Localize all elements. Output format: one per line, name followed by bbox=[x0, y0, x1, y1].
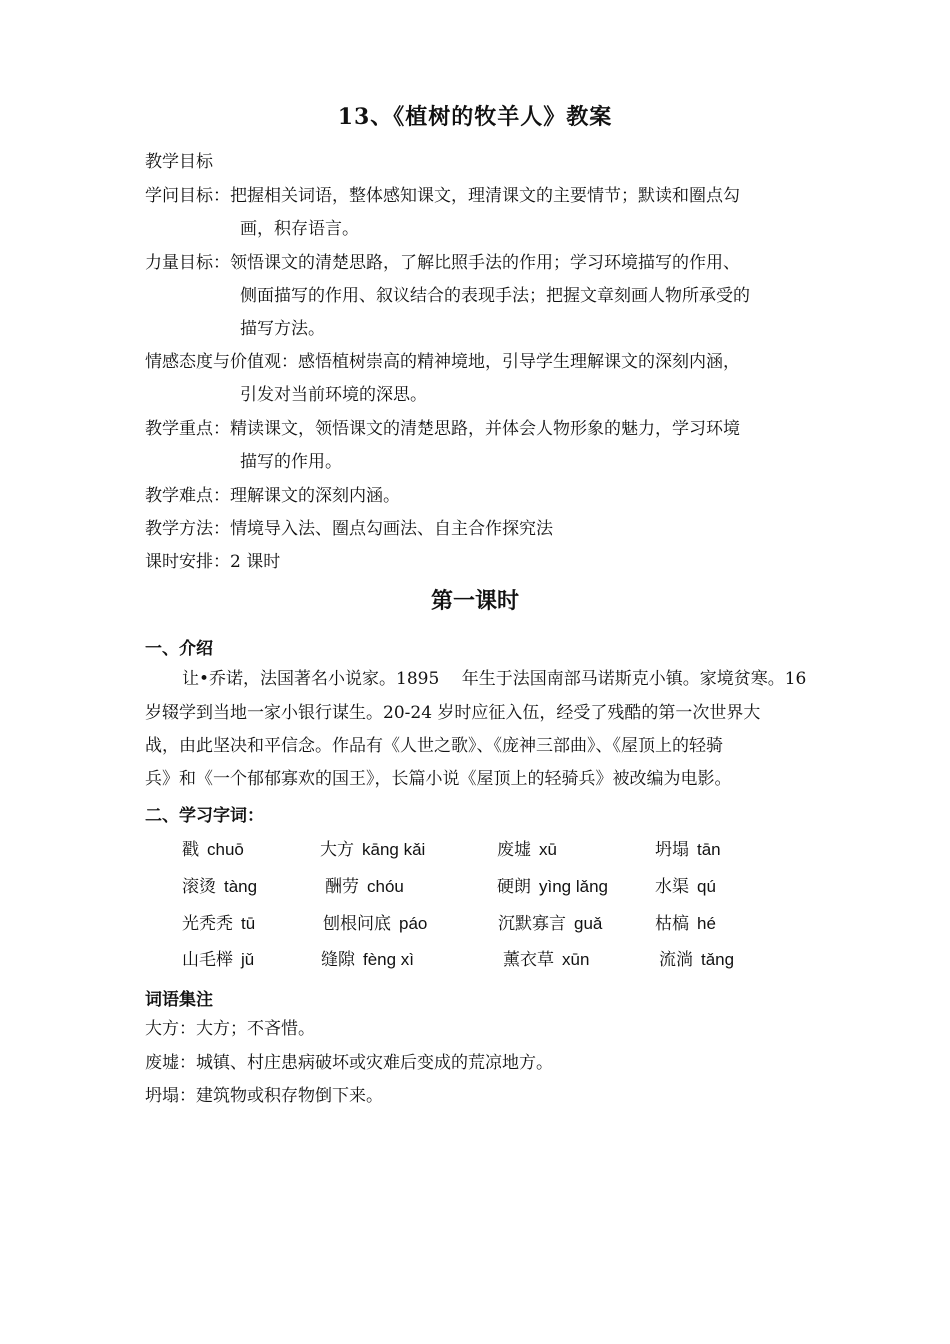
teaching-difficulty bbox=[145, 484, 400, 508]
vocab-item bbox=[655, 835, 721, 860]
vocab-word: 滚烫 bbox=[182, 877, 216, 897]
vocab-item bbox=[503, 945, 589, 970]
vocab-word: 流淌 bbox=[659, 950, 693, 970]
ability-text-2: 侧面描写的作用、叙议结合的表现手法；把握文章刻画人物所承受的 bbox=[240, 286, 750, 306]
teaching-method bbox=[145, 517, 553, 541]
class-schedule bbox=[145, 550, 280, 574]
knowledge-objective bbox=[145, 184, 740, 208]
glossary-entry: 坍塌：建筑物或积存物倒下来。 bbox=[145, 1086, 383, 1106]
vocab-pinyin: jǔ bbox=[241, 950, 255, 969]
knowledge-label: 学问目标： bbox=[145, 186, 230, 206]
vocab-pinyin: tǎng bbox=[701, 950, 735, 969]
vocab-pinyin: yìng lǎng bbox=[539, 877, 608, 896]
vocab-pinyin: páo bbox=[399, 914, 428, 933]
vocab-item bbox=[182, 945, 254, 970]
vocab-item bbox=[182, 909, 255, 934]
emotion-label: 情感态度与价值观： bbox=[145, 352, 298, 372]
vocab-item bbox=[659, 945, 734, 970]
vocab-word: 光秃秃 bbox=[182, 914, 233, 934]
schedule-text: 2 课时 bbox=[230, 552, 281, 572]
vocab-pinyin: xū bbox=[539, 840, 557, 859]
glossary-entry: 大方：大方；不吝惜。 bbox=[145, 1019, 315, 1039]
intro-line-3: 战，由此坚决和平信念。作品有《人世之歌》、《庞神三部曲》、《屋顶上的轻骑 bbox=[145, 736, 723, 756]
vocab-word: 刨根问底 bbox=[323, 914, 391, 934]
glossary-entry: 废墟：城镇、村庄患病破坏或灾难后变成的荒凉地方。 bbox=[145, 1053, 553, 1073]
vocab-word: 酬劳 bbox=[325, 877, 359, 897]
vocab-pinyin: fèng xì bbox=[363, 950, 415, 969]
emotion-text-1: 感悟植树崇高的精神境地，引导学生理解课文的深刻内涵， bbox=[298, 352, 740, 372]
vocab-pinyin: tū bbox=[241, 914, 256, 933]
vocab-pinyin: chóu bbox=[367, 877, 404, 896]
vocab-word: 水渠 bbox=[655, 877, 689, 897]
vocab-word: 硬朗 bbox=[497, 877, 531, 897]
focus-text-1: 精读课文，领悟课文的清楚思路，并体会人物形象的魅力，学习环境 bbox=[230, 419, 740, 439]
vocab-word: 枯槁 bbox=[655, 914, 689, 934]
knowledge-text-1: 把握相关词语，整体感知课文，理清课文的主要情节；默读和圈点勾 bbox=[230, 186, 740, 206]
focus-text-2: 描写的作用。 bbox=[240, 452, 342, 472]
intro-heading: 一、介绍 bbox=[145, 639, 213, 659]
vocab-pinyin: guǎ bbox=[574, 914, 603, 933]
vocab-heading: 二、学习字词： bbox=[145, 806, 264, 826]
schedule-label: 课时安排： bbox=[145, 552, 230, 572]
difficulty-text: 理解课文的深刻内涵。 bbox=[230, 486, 400, 506]
vocab-item bbox=[325, 872, 404, 897]
vocab-item bbox=[320, 835, 425, 860]
method-label: 教学方法： bbox=[145, 519, 230, 539]
vocab-pinyin: xūn bbox=[562, 950, 590, 969]
vocab-item bbox=[655, 872, 716, 897]
intro-line-4: 兵》和《一个郁郁寡欢的国王》，长篇小说《屋顶上的轻骑兵》被改编为电影。 bbox=[145, 769, 732, 789]
vocab-pinyin: chuō bbox=[207, 840, 244, 859]
vocab-word: 沉默寡言 bbox=[498, 914, 566, 934]
vocab-item bbox=[323, 909, 427, 934]
ability-label: 力量目标： bbox=[145, 253, 230, 273]
vocab-item bbox=[321, 945, 414, 970]
vocab-word: 山毛榉 bbox=[182, 950, 233, 970]
glossary-heading: 词语集注 bbox=[145, 990, 213, 1010]
vocab-pinyin: hé bbox=[697, 914, 716, 933]
vocab-pinyin: tān bbox=[697, 840, 721, 859]
vocab-word: 大方 bbox=[320, 840, 354, 860]
vocab-pinyin: tàng bbox=[224, 877, 258, 896]
vocab-item bbox=[182, 835, 244, 860]
vocab-word: 坍塌 bbox=[655, 840, 689, 860]
vocab-word: 废墟 bbox=[497, 840, 531, 860]
teaching-focus bbox=[145, 417, 740, 441]
vocab-pinyin: qú bbox=[697, 877, 716, 896]
emotion-text-2: 引发对当前环境的深思。 bbox=[240, 385, 427, 405]
vocab-item bbox=[497, 835, 557, 860]
vocab-item bbox=[655, 909, 716, 934]
vocab-item bbox=[182, 872, 257, 897]
intro-line-1: 让•乔诺，法国著名小说家。1895 年生于法国南部马诺斯克小镇。家境贫寒。16 bbox=[182, 669, 807, 689]
focus-label: 教学重点： bbox=[145, 419, 230, 439]
vocab-word: 薰衣草 bbox=[503, 950, 554, 970]
emotion-objective bbox=[145, 350, 740, 374]
intro-line-2: 岁辍学到当地一家小银行谋生。20-24 岁时应征入伍，经受了残酷的第一次世界大 bbox=[145, 703, 761, 723]
knowledge-text-2: 画，积存语言。 bbox=[240, 219, 359, 239]
lesson-title: 第一课时 bbox=[430, 588, 519, 614]
vocab-pinyin: kāng kǎi bbox=[362, 840, 426, 859]
ability-objective bbox=[145, 251, 740, 275]
vocab-item bbox=[497, 872, 608, 897]
document-title: 13、《植树的牧羊人》教案 bbox=[337, 104, 613, 130]
ability-text-3: 描写方法。 bbox=[240, 319, 325, 339]
objectives-heading: 教学目标 bbox=[145, 152, 213, 172]
vocab-word: 戳 bbox=[182, 840, 199, 860]
difficulty-label: 教学难点： bbox=[145, 486, 230, 506]
ability-text-1: 领悟课文的清楚思路，了解比照手法的作用；学习环境描写的作用、 bbox=[230, 253, 740, 273]
vocab-item bbox=[498, 909, 602, 934]
method-text: 情境导入法、圈点勾画法、自主合作探究法 bbox=[230, 519, 553, 539]
vocab-word: 缝隙 bbox=[321, 950, 355, 970]
